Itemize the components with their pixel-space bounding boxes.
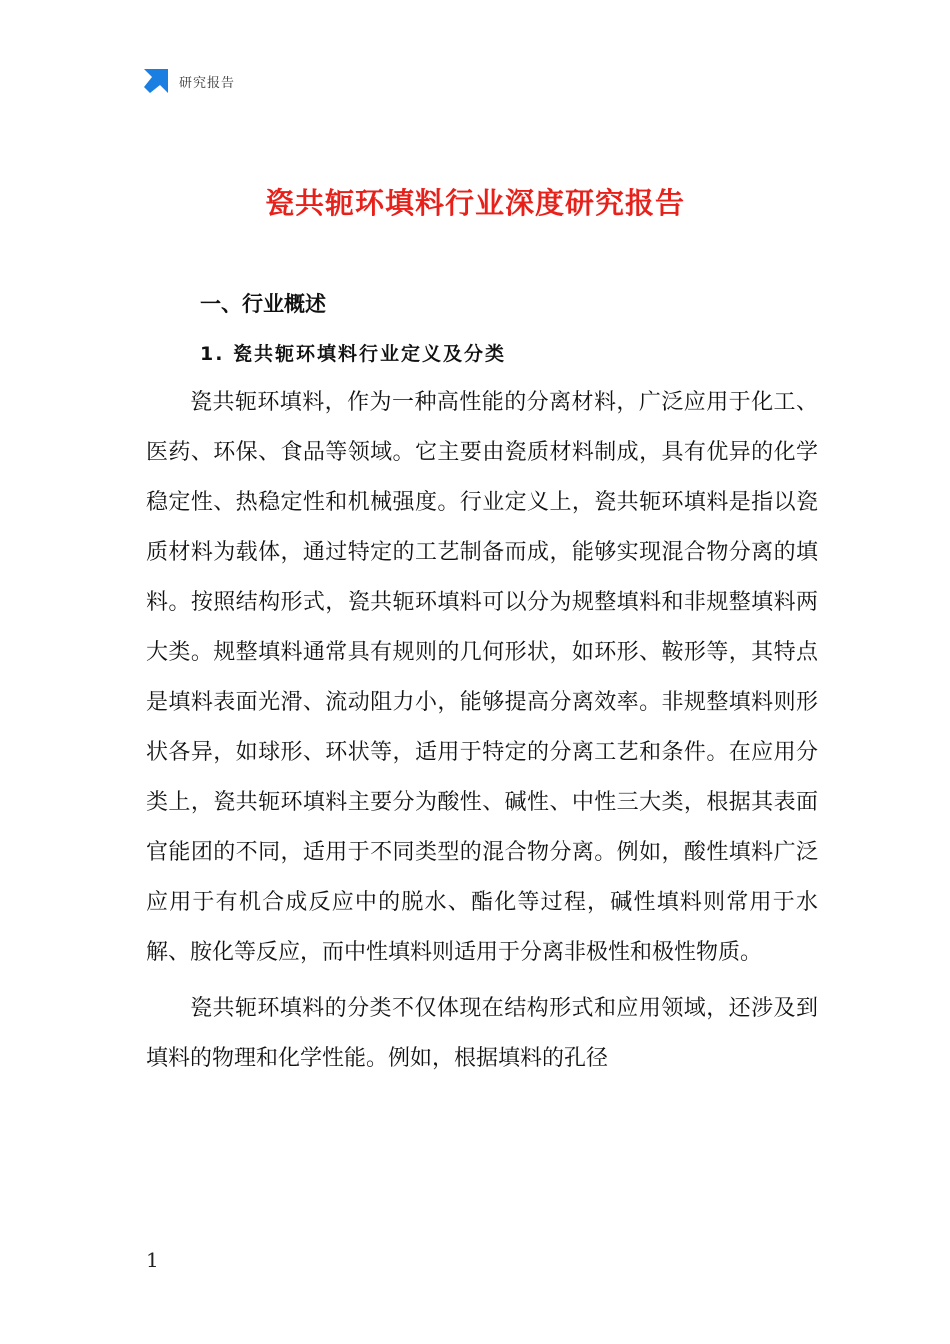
body-paragraph: 瓷共轭环填料，作为一种高性能的分离材料，广泛应用于化工、医药、环保、食品等领域。它主要由瓷质材料制成，具有优异的化学稳定性、热稳定性和机械强度。行业定义上，瓷共轭环填料是指以瓷质材料为载体，通过特定的工艺制备而成，能够实现混合物分离的填料。按照结构形式，瓷共轭环填料可以分为规整填料和非规整填料两大类。规整填料通常具有规则的几何形状，如环形、鞍形等，其特点是填料表面光滑、流动阻力小，能够提高分离效率。非规整填料则形状各异，如球形、环状等，适用于特定的分离工艺和条件。在应用分类上，瓷共轭环填料主要分为酸性、碱性、中性三大类，根据其表面官能团的不同，适用于不同类型的混合物分离。例如，酸性填料广泛应用于有机合成反应中的脱水、酯化等过程，碱性填料则常用于水解、胺化等反应，而中性填料则适用于分离非极性和极性物质。	[146, 390, 818, 965]
section-heading: 一、行业概述	[200, 292, 326, 316]
subsection-heading: 1. 瓷共轭环填料行业定义及分类	[200, 343, 507, 365]
body-paragraph: 瓷共轭环填料的分类不仅体现在结构形式和应用领域，还涉及到填料的物理和化学性能。例如，根据填料的孔径	[146, 996, 818, 1071]
document-title: 瓷共轭环填料行业深度研究报告	[264, 186, 685, 220]
page-header	[143, 68, 235, 94]
arrow-up-right-icon	[143, 68, 169, 94]
page-number: 1	[146, 1248, 159, 1272]
document-body	[146, 378, 818, 1084]
header-label: 研究报告	[179, 75, 236, 91]
